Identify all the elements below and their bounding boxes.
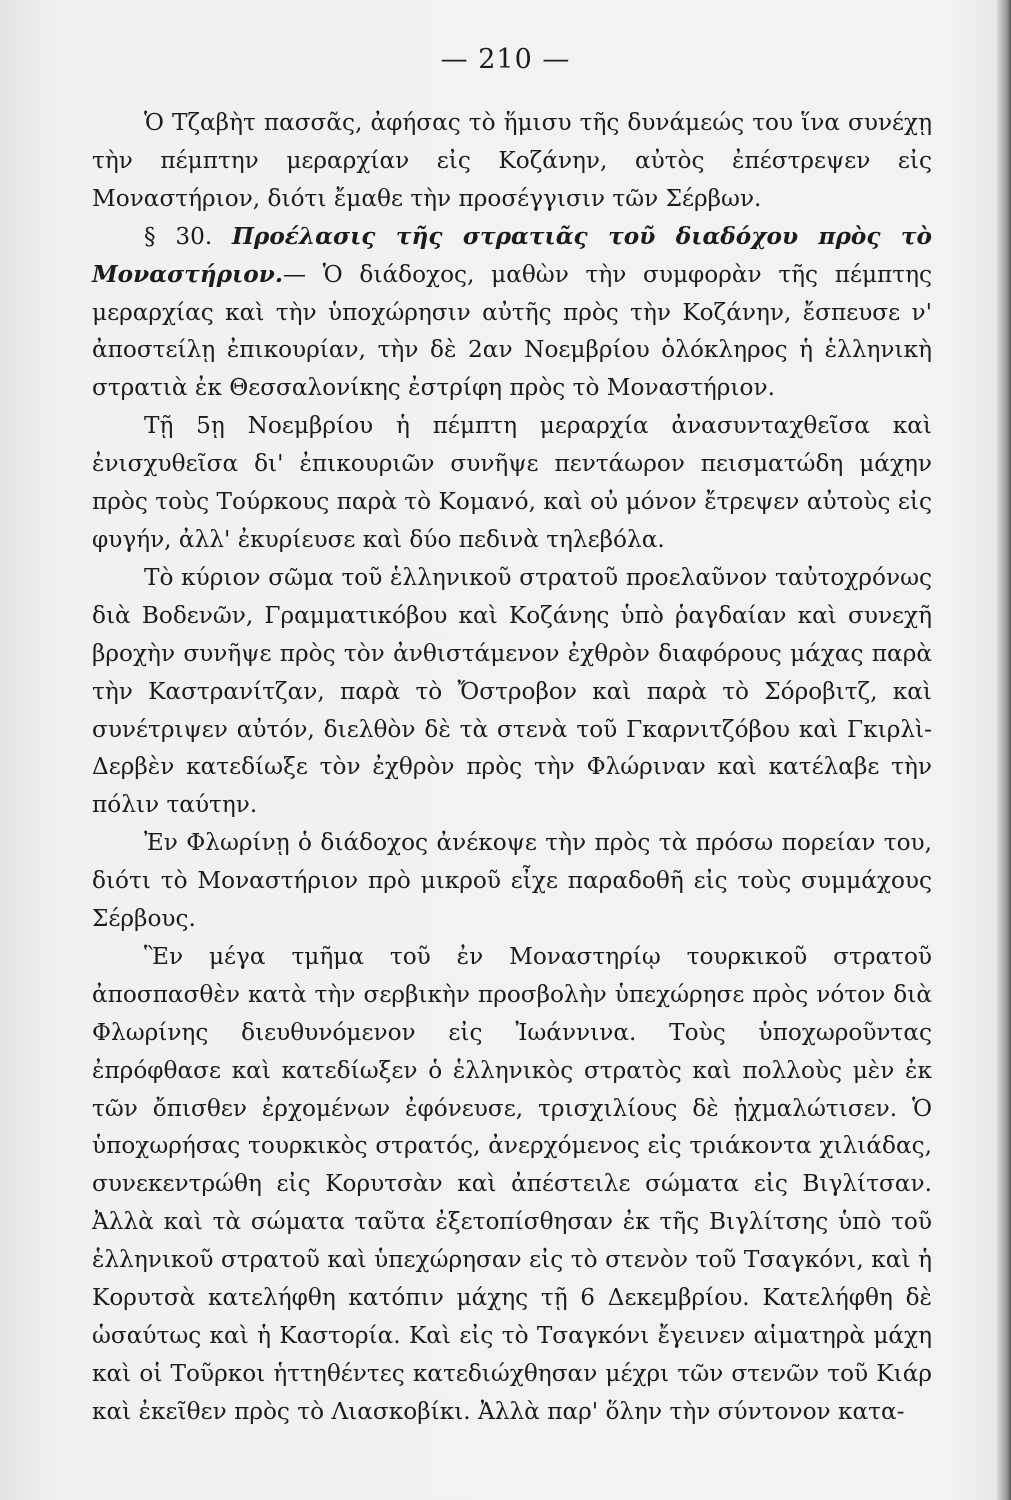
paragraph-3: Τῇ 5ῃ Νοεμβρίου ἡ πέμπτη μεραρχία ἀνασυνταχθεῖσα καὶ ἐνισχυθεῖσα δι' ἐπικουριῶν συνῆψε πεντάωρον πεισματώδη μάχην πρὸς τοὺς Τούρκους παρὰ τὸ Κομανό, καὶ οὐ μόνον ἔτρεψεν αὐτοὺς εἰς φυγήν, ἀλλ' ἐκυρίευσε καὶ δύο πεδινὰ τηλεβόλα. <box>92 412 932 553</box>
paragraph-4: Τὸ κύριον σῶμα τοῦ ἑλληνικοῦ στρατοῦ προελαῦνον ταὐτοχρόνως διὰ Βοδενῶν, Γραμματικόβου καὶ Κοζάνης ὑπὸ ῥαγδαίαν καὶ συνεχῆ βροχὴν συνῆψε πρὸς τὸν ἀνθιστάμενον ἐχθρὸν διαφόρους μάχας παρὰ τὴν Καστρανίτζαν, παρὰ τὸ Ὄστροβον καὶ παρὰ τὸ Σόροβιτζ, καὶ συνέτριψεν αὐτόν, διελθὸν δὲ τὰ στενὰ τοῦ Γκαρνιτζόβου καὶ Γκιρλὶ-Δερβὲν κατεδίωξε τὸν ἐχθρὸν πρὸς τὴν Φλώριναν καὶ κατέλαβε τὴν πόλιν ταύτην. <box>92 563 932 819</box>
paragraph-2-body: — Ὁ διάδοχος, μαθὼν τὴν συμφορὰν τῆς πέμπτης μεραρχίας καὶ τὴν ὑποχώρησιν αὐτῆς πρὸς τὴν Κοζάνην, ἔσπευσε ν' ἀποστείλῃ ἐπικουρίαν, τὴν δὲ 2αν Νοεμβρίου ὁλόκληρος ἡ ἑλληνικὴ στρατιὰ ἐκ Θεσσαλονίκης ἐστρίφη πρὸς τὸ Μοναστήριον. <box>92 260 932 402</box>
paragraph-1: Ὁ Τζαβὴτ πασσᾶς, ἀφήσας τὸ ἥμισυ τῆς δυνάμεώς του ἵνα συνέχῃ τὴν πέμπτην μεραρχίαν εἰς Κοζάνην, αὐτὸς ἐπέστρεψεν εἰς Μοναστήριον, διότι ἔμαθε τὴν προσέγγισιν τῶν Σέρβων. <box>92 109 932 212</box>
book-spine-shadow <box>997 0 1011 1500</box>
section-title: Προέλασις τῆς στρατιᾶς τοῦ διαδόχου πρὸς τὸ Μοναστήριον. <box>92 222 932 288</box>
section-number: § 30. <box>144 222 213 250</box>
paragraph-2 <box>92 218 932 408</box>
paragraph-5: Ἐν Φλωρίνῃ ὁ διάδοχος ἀνέκοψε τὴν πρὸς τὰ πρόσω πορείαν του, διότι τὸ Μοναστήριον πρὸ μικροῦ εἶχε παραδοθῆ εἰς τοὺς συμμάχους Σέρβους. <box>92 829 932 933</box>
paragraph-6: Ἓν μέγα τμῆμα τοῦ ἐν Μοναστηρίῳ τουρκικοῦ στρατοῦ ἀποσπασθὲν κατὰ τὴν σερβικὴν προσβολὴν ὑπεχώρησε πρὸς νότον διὰ Φλωρίνης διευθυνόμενον εἰς Ἰωάννινα. Τοὺς ὑποχωροῦντας ἐπρόφθασε καὶ κατεδίωξεν ὁ ἑλληνικὸς στρατὸς καὶ πολλοὺς μὲν ἐκ τῶν ὄπισθεν ἐρχομένων ἐφόνευσε, τρισχιλίους δὲ ᾐχμαλώτισεν. Ὁ ὑποχωρήσας τουρκικὸς στρατός, ἀνερχόμενος εἰς τριάκοντα χιλιάδας, συνεκεντρώθη εἰς Κορυτσὰν καὶ ἀπέστειλε σώματα εἰς Βιγλίτσαν. Ἀλλὰ καὶ τὰ σώματα ταῦτα ἐξετοπίσθησαν ἐκ τῆς Βιγλίτσης ὑπὸ τοῦ ἑλληνικοῦ στρατοῦ καὶ ὑπεχώρησαν εἰς τὸ στενὸν τοῦ Τσαγκόνι, καὶ ἡ Κορυτσὰ κατελήφθη κατόπιν μάχης τῇ 6 Δεκεμβρίου. Κατελήφθη δὲ ὡσαύτως καὶ ἡ Καστορία. Καὶ εἰς τὸ Τσαγκόνι ἔγεινεν αἱματηρὰ μάχη καὶ οἱ Τοῦρκοι ἡττηθέντες κατεδιώχθησαν μέχρι τῶν στενῶν τοῦ Κιάρ καὶ ἐκεῖθεν πρὸς τὸ Λιασκοβίκι. Ἀλλὰ παρ' ὅλην τὴν σύντονον κατα- <box>92 942 932 1425</box>
page-number: — 210 — <box>440 44 571 75</box>
body-text <box>92 104 932 1431</box>
